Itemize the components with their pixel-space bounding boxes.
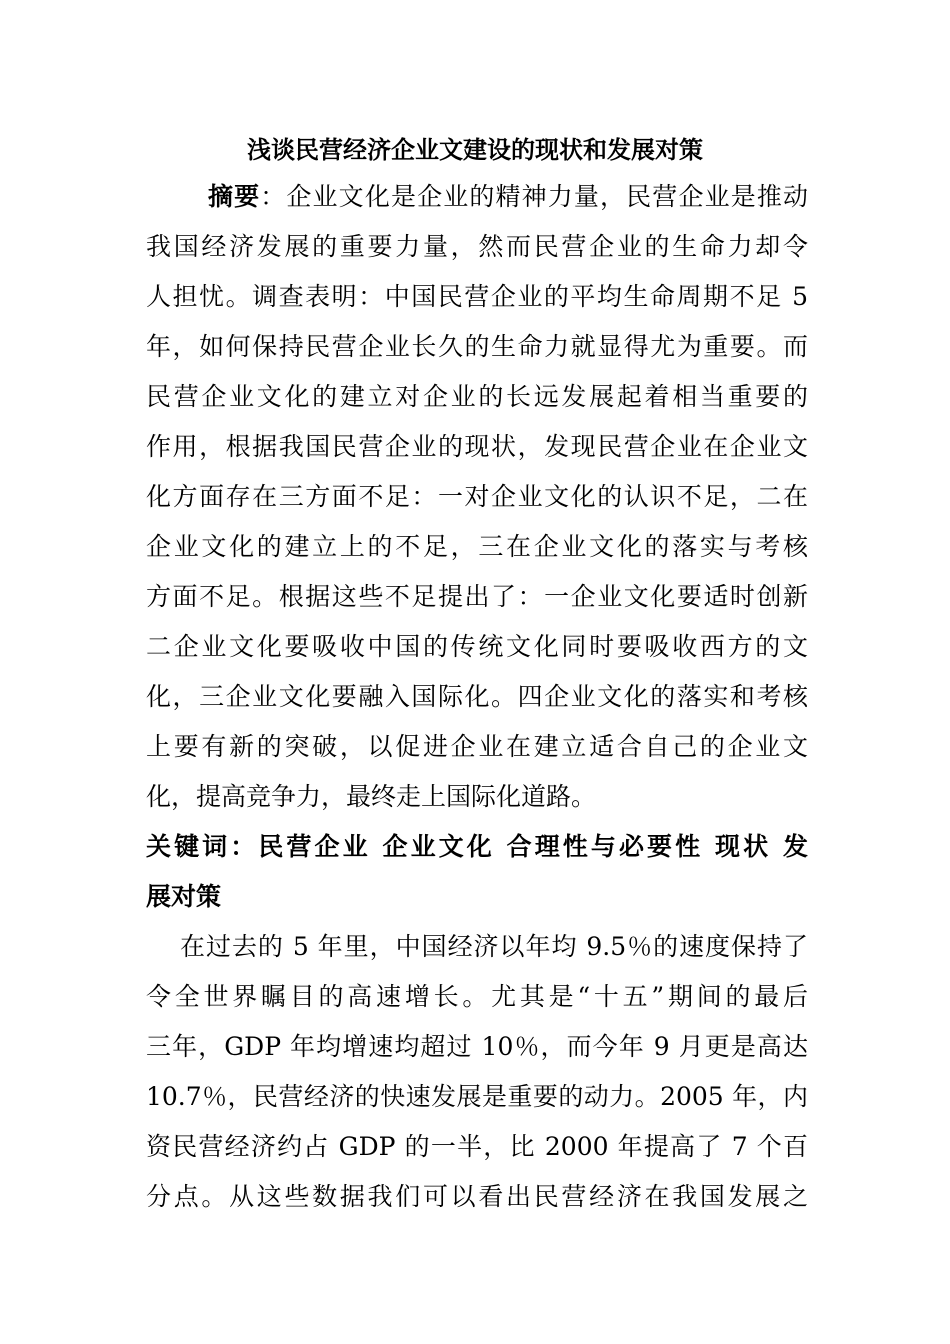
document-title: 浅谈民营经济企业文建设的现状和发展对策: [247, 135, 703, 164]
abstract-line: 企业文化的建立上的不足，三在企业文化的落实与考核: [146, 532, 808, 561]
body-line: 分点。从这些数据我们可以看出民营经济在我国发展之: [146, 1182, 808, 1211]
body-line: 在过去的 5 年里，中国经济以年均 9.5％的速度保持了: [180, 932, 808, 961]
abstract-line: 年，如何保持民营企业长久的生命力就显得尤为重要。而: [146, 332, 808, 361]
keywords-line: 关键词：民营企业 企业文化 合理性与必要性 现状 发: [146, 832, 808, 861]
abstract-label: 摘要: [208, 182, 261, 211]
abstract-line: 化，提高竞争力，最终走上国际化道路。: [146, 782, 597, 811]
abstract-line: 方面不足。根据这些不足提出了：一企业文化要适时创新: [146, 582, 808, 611]
abstract-line: 二企业文化要吸收中国的传统文化同时要吸收西方的文: [146, 632, 808, 661]
abstract-line: 上要有新的突破，以促进企业在建立适合自己的企业文: [146, 732, 808, 761]
abstract-line: 我国经济发展的重要力量，然而民营企业的生命力却令: [146, 232, 808, 261]
abstract-line: 化，三企业文化要融入国际化。四企业文化的落实和考核: [146, 682, 808, 711]
body-line: 资民营经济约占 GDP 的一半，比 2000 年提高了 7 个百: [146, 1132, 808, 1161]
abstract-line: 作用，根据我国民营企业的现状，发现民营企业在企业文: [146, 432, 808, 461]
abstract-line: 民营企业文化的建立对企业的长远发展起着相当重要的: [146, 382, 808, 411]
body-line: 10.7％，民营经济的快速发展是重要的动力。2005 年，内: [146, 1082, 808, 1111]
abstract-line: 人担忧。调查表明：中国民营企业的平均生命周期不足 5: [146, 282, 808, 311]
abstract-text: ：企业文化是企业的精神力量，民营企业是推动: [260, 182, 808, 211]
abstract-line: 化方面存在三方面不足：一对企业文化的认识不足，二在: [146, 482, 808, 511]
body-line: 三年，GDP 年均增速均超过 10％，而今年 9 月更是高达: [146, 1032, 808, 1061]
body-line: 令全世界瞩目的高速增长。尤其是“十五”期间的最后: [146, 982, 808, 1011]
keywords-line: 展对策: [146, 882, 222, 911]
abstract-line: [208, 172, 808, 222]
